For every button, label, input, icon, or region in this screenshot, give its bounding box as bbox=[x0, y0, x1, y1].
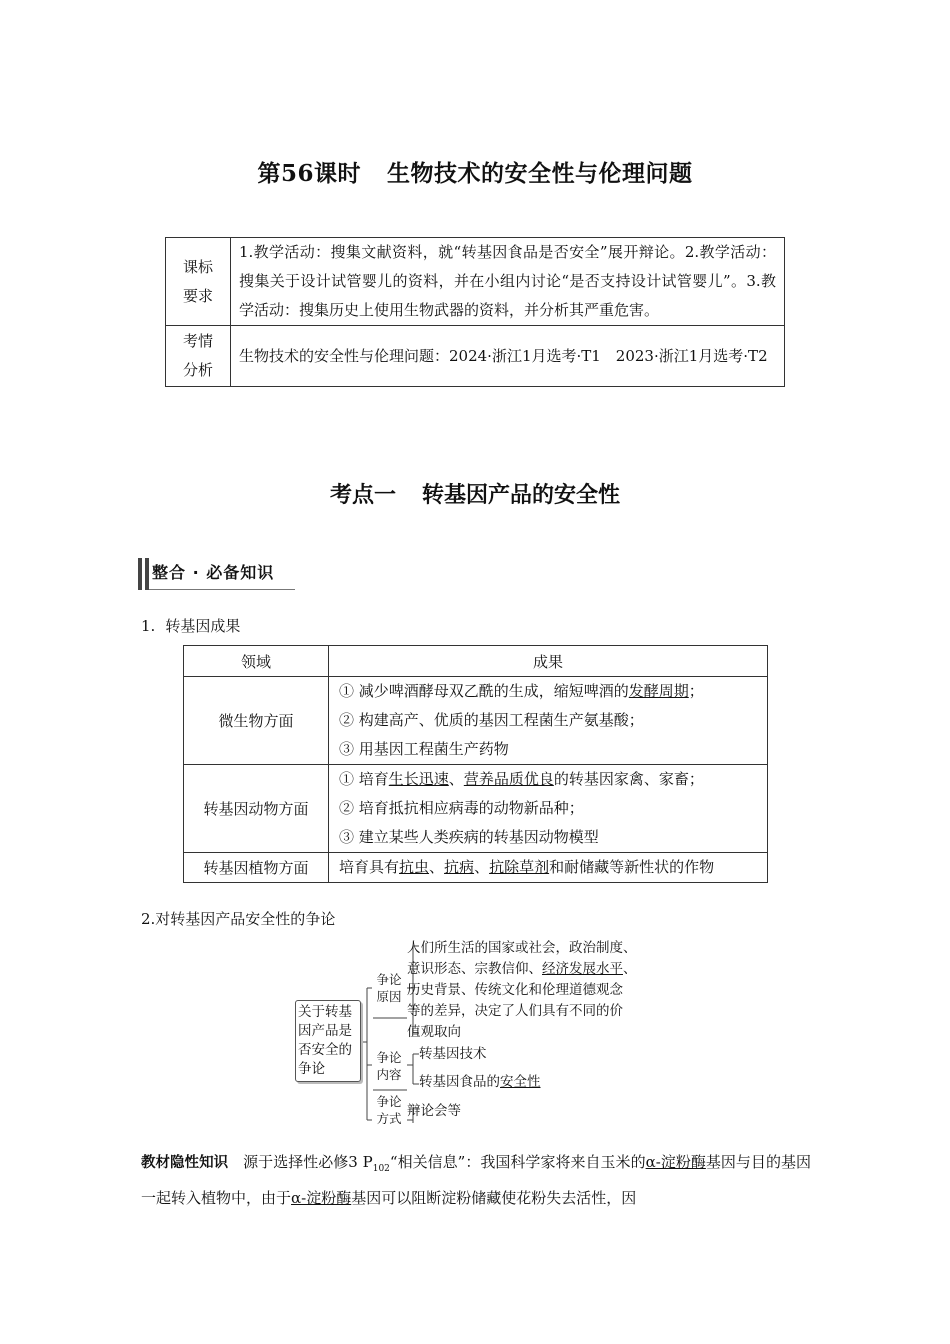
banner-bar bbox=[145, 558, 149, 590]
domain-cell: 转基因植物方面 bbox=[184, 853, 329, 883]
row-label: 考情 分析 bbox=[166, 326, 231, 387]
table-row bbox=[184, 765, 768, 853]
subheading-2: 2.对转基因产品安全性的争论 bbox=[141, 910, 336, 928]
note-lead: 教材隐性知识 bbox=[141, 1155, 229, 1171]
content-item: 转基因食品的安全性 bbox=[419, 1074, 541, 1090]
reason-text: 人们所生活的国家或社会，政治制度、 意识形态、宗教信仰、经济发展水平、 历史背景、传统文化和伦理道德观念 等的差异，决定了人们具有不同的价 值观取向 bbox=[407, 940, 637, 1040]
column-header: 成果 bbox=[329, 646, 768, 677]
table-row bbox=[184, 677, 768, 765]
page-title bbox=[0, 155, 950, 188]
domain-cell: 微生物方面 bbox=[184, 677, 329, 765]
banner-label: 整合 · 必备知识 bbox=[152, 563, 275, 582]
table-header-row bbox=[184, 646, 768, 677]
table-row bbox=[184, 853, 768, 883]
diagram-root: 关于转基 因产品是 否安全的 争论 bbox=[295, 1000, 361, 1082]
section-heading: 考点一 转基因产品的安全性 bbox=[329, 482, 621, 508]
branch-label-method: 争论 方式 bbox=[376, 1094, 402, 1126]
lesson-topic: 生物技术的安全性与伦理问题 bbox=[387, 160, 693, 187]
results-cell: ① 减少啤酒酵母双乙酰的生成，缩短啤酒的发酵周期； ② 构建高产、优质的基因工程菌生产氨基酸； ③ 用基因工程菌生产药物 bbox=[329, 677, 768, 765]
branch-label-reason: 争论 原因 bbox=[376, 972, 402, 1004]
results-cell: ① 培育生长迅速、营养品质优良的转基因家禽、家畜； ② 培育抵抗相应病毒的动物新品种； ③ 建立某些人类疾病的转基因动物模型 bbox=[329, 765, 768, 853]
row-text: 生物技术的安全性与伦理问题：2024·浙江1月选考·T1 2023·浙江1月选考·T2 bbox=[231, 326, 785, 387]
results-cell: 培育具有抗虫、抗病、抗除草剂和耐储藏等新性状的作物 bbox=[329, 853, 768, 883]
textbook-note: 教材隐性知识 源于选择性必修3 $P_{102}“$相关信息”：我国科学家将来自玉米的α-淀粉酶基因与目的基因一起转入植物中，由于α-淀粉酶基因可以阻断淀粉储藏使花粉失去活性，因 bbox=[141, 1153, 811, 1207]
table-row bbox=[166, 326, 785, 387]
row-label: 课标 要求 bbox=[166, 238, 231, 326]
debate-diagram bbox=[295, 938, 675, 1133]
results-table bbox=[183, 645, 768, 883]
lesson-number: 第56课时 bbox=[257, 160, 361, 187]
column-header: 领域 bbox=[184, 646, 329, 677]
domain-cell: 转基因动物方面 bbox=[184, 765, 329, 853]
method-text: 辩论会等 bbox=[407, 1103, 461, 1119]
table-row bbox=[166, 238, 785, 326]
row-text: 1.教学活动：搜集文献资料，就“转基因食品是否安全”展开辩论。2.教学活动：搜集关于设计试管婴儿的资料，并在小组内讨论“是否支持设计试管婴儿”。3.教学活动：搜集历史上使用生物武器的资料，并分析其严重危害。 bbox=[231, 238, 785, 326]
content-item: 转基因技术 bbox=[419, 1046, 487, 1062]
curriculum-table bbox=[165, 237, 785, 387]
knowledge-banner bbox=[138, 556, 298, 592]
banner-bar bbox=[138, 558, 142, 590]
subheading-1: 1. 转基因成果 bbox=[141, 617, 241, 635]
branch-label-content: 争论 内容 bbox=[376, 1050, 402, 1082]
